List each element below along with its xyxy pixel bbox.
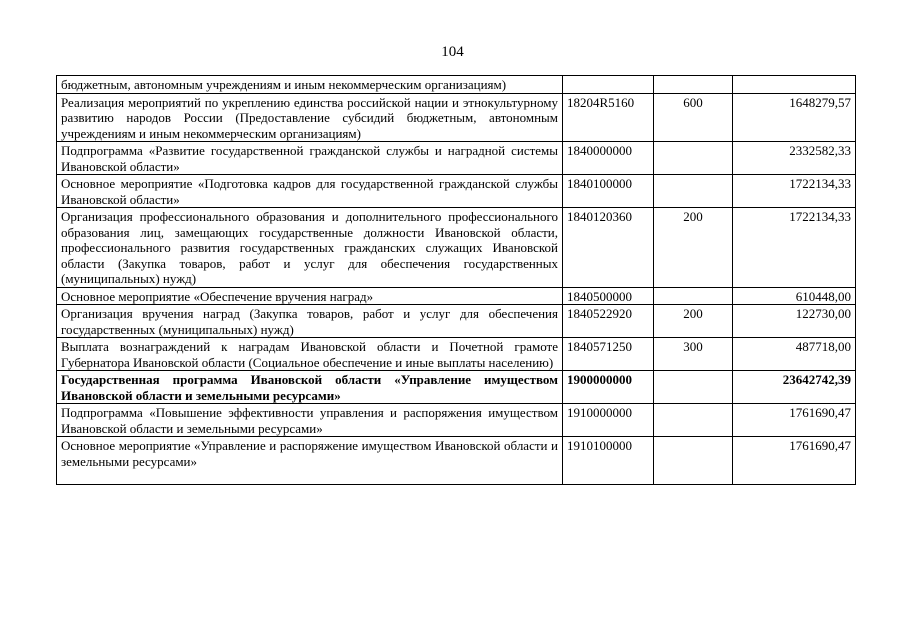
budget-table (56, 75, 856, 485)
row-amount: 1722134,33 (733, 208, 856, 288)
row-name: Основное мероприятие «Подготовка кадров для государственной гражданской службы Ивановской области» (57, 175, 563, 208)
row-code: 1840100000 (563, 175, 654, 208)
table-row-program (57, 371, 856, 404)
row-code: 1840000000 (563, 142, 654, 175)
row-amount: 1648279,57 (733, 93, 856, 142)
row-name: Организация профессионального образования и дополнительного профессионального образования лиц, замещающих государственные должности Ивановской области, профессионального развития государственных гражданских служащих Ивановской области (Закупка товаров, работ и услуг для обеспечения государственных (муниципальных) нужд) (57, 208, 563, 288)
row-kind: 200 (654, 305, 733, 338)
row-name: Реализация мероприятий по укреплению единства российской нации и этнокультурному развитию народов России (Предоставление субсидий бюджетным, автономным учреждениям и иным некоммерческим организациям) (57, 93, 563, 142)
row-kind (654, 287, 733, 305)
row-name: Подпрограмма «Повышение эффективности управления и распоряжения имуществом Ивановской области и земельными ресурсами» (57, 404, 563, 437)
table-row (57, 76, 856, 94)
row-amount (733, 76, 856, 94)
table-row (57, 142, 856, 175)
row-kind (654, 371, 733, 404)
table-row (57, 208, 856, 288)
table-row (57, 93, 856, 142)
row-code: 1840571250 (563, 338, 654, 371)
row-amount: 23642742,39 (733, 371, 856, 404)
page-number: 104 (441, 44, 464, 60)
row-kind (654, 76, 733, 94)
table-row (57, 287, 856, 305)
row-amount: 487718,00 (733, 338, 856, 371)
row-amount: 1761690,47 (733, 437, 856, 485)
row-amount: 122730,00 (733, 305, 856, 338)
table-row (57, 175, 856, 208)
table-row (57, 305, 856, 338)
table-row (57, 404, 856, 437)
row-code (563, 76, 654, 94)
row-amount: 1761690,47 (733, 404, 856, 437)
row-name: Основное мероприятие «Обеспечение вручения наград» (57, 287, 563, 305)
row-name: бюджетным, автономным учреждениям и иным некоммерческим организациям) (57, 76, 563, 94)
row-code: 1900000000 (563, 371, 654, 404)
row-kind (654, 175, 733, 208)
row-kind (654, 437, 733, 485)
row-name: Основное мероприятие «Управление и распоряжение имуществом Ивановской области и земельными ресурсами» (57, 437, 563, 485)
row-name: Выплата вознаграждений к наградам Ивановской области и Почетной грамоте Губернатора Ивановской области (Социальное обеспечение и иные выплаты населению) (57, 338, 563, 371)
row-kind (654, 142, 733, 175)
row-code: 1910000000 (563, 404, 654, 437)
row-amount: 610448,00 (733, 287, 856, 305)
row-name: Организация вручения наград (Закупка товаров, работ и услуг для обеспечения государственных (муниципальных) нужд) (57, 305, 563, 338)
row-kind: 300 (654, 338, 733, 371)
row-code: 18204R5160 (563, 93, 654, 142)
row-amount: 1722134,33 (733, 175, 856, 208)
row-name: Государственная программа Ивановской области «Управление имуществом Ивановской области и земельными ресурсами» (57, 371, 563, 404)
table-row (57, 338, 856, 371)
row-code: 1840500000 (563, 287, 654, 305)
row-kind: 200 (654, 208, 733, 288)
row-code: 1840522920 (563, 305, 654, 338)
row-code: 1910100000 (563, 437, 654, 485)
row-amount: 2332582,33 (733, 142, 856, 175)
row-kind (654, 404, 733, 437)
row-code: 1840120360 (563, 208, 654, 288)
row-name: Подпрограмма «Развитие государственной гражданской службы и наградной системы Ивановской области» (57, 142, 563, 175)
row-kind: 600 (654, 93, 733, 142)
table-row (57, 437, 856, 485)
